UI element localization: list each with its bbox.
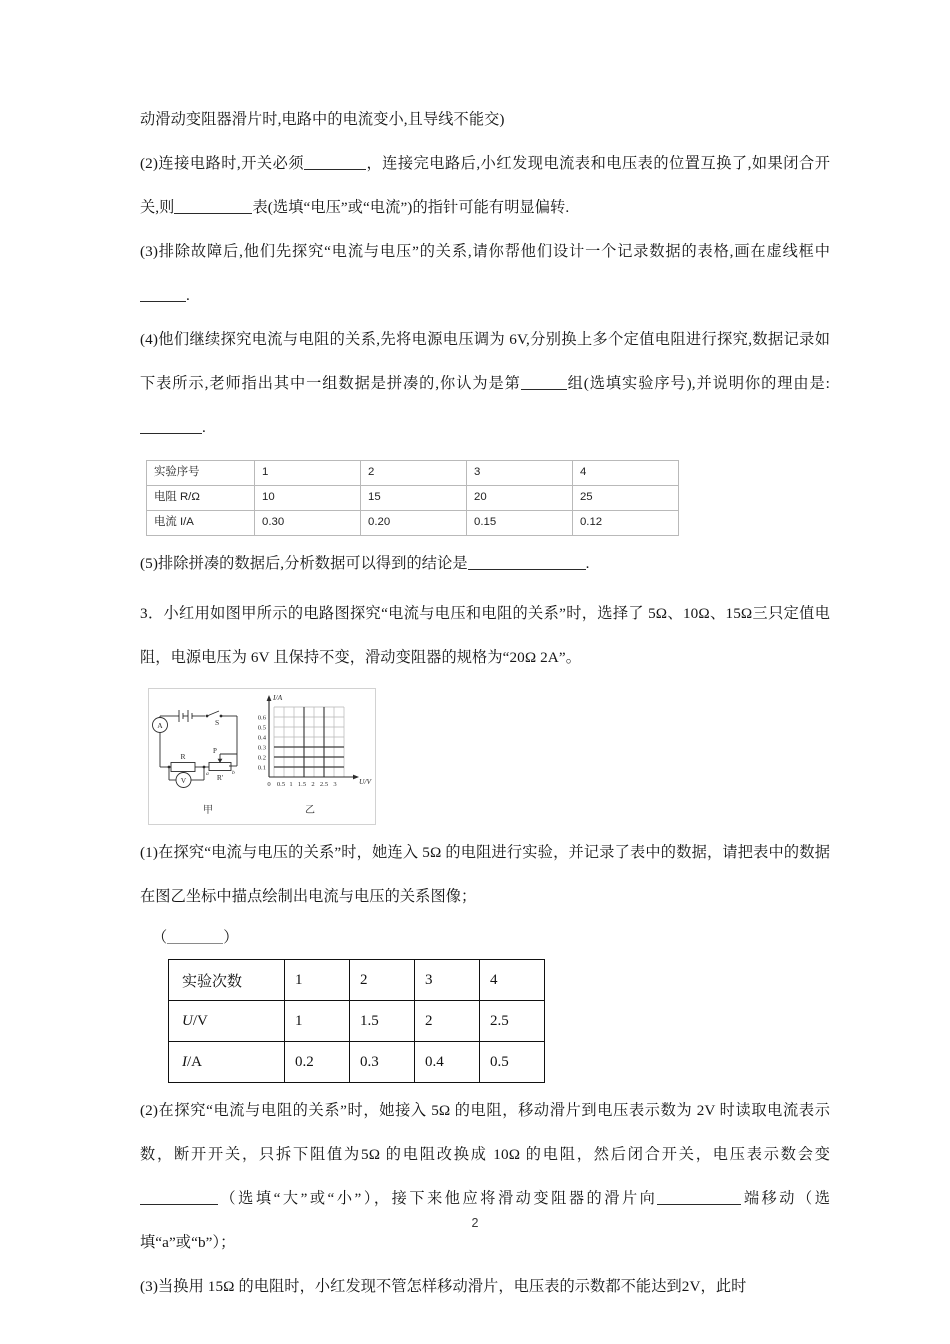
y-axis-arrow bbox=[267, 695, 272, 701]
x-axis-label: U/V bbox=[359, 777, 372, 786]
resistor-label: R bbox=[180, 752, 186, 761]
y-tick: 0.4 bbox=[257, 734, 266, 742]
table-cell: 20 bbox=[466, 486, 572, 511]
q2-item4-text-b: 组(选填实验序号),并说明你的理由是: bbox=[566, 375, 830, 392]
q2-item2-text-a: (2)连接电路时,开关必须 bbox=[140, 155, 305, 172]
page-content bbox=[140, 98, 830, 1309]
table-cell: 1.5 bbox=[350, 1001, 415, 1042]
question2-item2 bbox=[140, 142, 830, 230]
table-row bbox=[169, 960, 545, 1001]
blank-field[interactable] bbox=[174, 213, 252, 214]
graph-grid bbox=[267, 695, 359, 779]
figure-svg bbox=[149, 689, 375, 824]
q2-item3-text-a: (3)排除故障后,他们先探究“电流与电压”的关系,请你帮他们设计一个记录数据的表格,画在虚线框中 bbox=[140, 243, 830, 260]
q2-item4-text-c: . bbox=[202, 419, 206, 436]
table-cell: 2 bbox=[350, 960, 415, 1001]
question3-number: 3． bbox=[140, 605, 164, 622]
voltmeter-label: V bbox=[180, 776, 187, 785]
question3-paren-blank bbox=[152, 921, 830, 955]
page-number: 2 bbox=[471, 1216, 479, 1230]
table-cell: 25 bbox=[572, 486, 678, 511]
table-cell: 0.15 bbox=[466, 511, 572, 536]
paren-close: ） bbox=[223, 929, 239, 946]
q3-item3-text: (3)当换用 15Ω 的电阻时，小红发现不管怎样移动滑片，电压表的示数都不能达到2V，此时 bbox=[140, 1278, 747, 1295]
table-cell: 0.3 bbox=[350, 1042, 415, 1083]
table-row bbox=[169, 1001, 545, 1042]
x-tick: 2 bbox=[311, 781, 315, 788]
x-tick: 2.5 bbox=[319, 781, 329, 788]
table-cell: 1 bbox=[255, 461, 361, 486]
table-cell: 2.5 bbox=[480, 1001, 545, 1042]
q3-item2-text-c: 端移动（选填“a”或“b”）； bbox=[140, 1190, 830, 1251]
row-label: 实验次数 bbox=[169, 960, 285, 1001]
x-tick: 3 bbox=[333, 781, 337, 788]
table-cell: 4 bbox=[480, 960, 545, 1001]
paren-open: （ bbox=[152, 929, 168, 946]
q3-item1-text: (1)在探究“电流与电压的关系”时，她连入 5Ω 的电阻进行实验，并记录了表中的数据，请把表中的数据在图乙坐标中描点绘制出电流与电压的关系图像； bbox=[140, 844, 830, 905]
table-cell: 0.5 bbox=[480, 1042, 545, 1083]
row-label-unit: /V bbox=[192, 1012, 208, 1029]
question2-data-table-wrapper bbox=[146, 460, 830, 536]
slider-label: P bbox=[213, 747, 217, 755]
row-label-unit: /A bbox=[187, 1053, 202, 1070]
table-cell: 0.4 bbox=[415, 1042, 480, 1083]
blank-field[interactable] bbox=[140, 433, 202, 434]
q2-item5-text-b: . bbox=[585, 555, 590, 572]
table-row bbox=[147, 511, 679, 536]
table-row bbox=[147, 461, 679, 486]
table-cell: 3 bbox=[415, 960, 480, 1001]
q2-item4-text-a: (4)他们继续探究电流与电阻的关系,先将电源电压调为 6V,分别换上多个定值电阻进行探究,数据记录如下表所示,老师指出其中一组数据是拼凑的,你认为是第 bbox=[140, 331, 830, 392]
figure-caption-right: 乙 bbox=[305, 805, 315, 816]
switch-label: S bbox=[215, 718, 220, 727]
blank-field[interactable] bbox=[140, 1204, 218, 1205]
q3-item2-text-b: （选填“大”或“小”），接下来他应将滑动变阻器的滑片向 bbox=[218, 1190, 658, 1207]
table-cell: 1 bbox=[285, 1001, 350, 1042]
blank-field[interactable] bbox=[657, 1204, 741, 1205]
terminal-b-label: b bbox=[232, 770, 235, 776]
q2-item5-text-a: (5)排除拼凑的数据后,分析数据可以得到的结论是 bbox=[140, 555, 468, 572]
x-tick: 0 bbox=[267, 781, 271, 788]
x-tick: 1.5 bbox=[297, 781, 307, 788]
question3-item2 bbox=[140, 1089, 830, 1265]
y-tick: 0.6 bbox=[257, 714, 266, 722]
x-tick: 1 bbox=[289, 781, 293, 788]
question3-item3 bbox=[140, 1265, 830, 1309]
table-cell: 0.30 bbox=[255, 511, 361, 536]
row-label bbox=[169, 1001, 285, 1042]
table-cell: 0.2 bbox=[285, 1042, 350, 1083]
blank-field[interactable] bbox=[468, 569, 586, 570]
y-tick: 0.1 bbox=[257, 764, 266, 772]
row-label-symbol: I bbox=[182, 1053, 187, 1070]
rheostat-label: R' bbox=[216, 773, 224, 782]
question2-item3 bbox=[140, 230, 830, 318]
table-cell: 0.20 bbox=[361, 511, 467, 536]
figure-circuit-and-graph bbox=[148, 688, 376, 825]
y-tick: 0.3 bbox=[257, 744, 266, 752]
table-cell: 15 bbox=[361, 486, 467, 511]
terminal-a-label: a bbox=[206, 771, 209, 777]
q3-item2-text-a: (2)在探究“电流与电阻的关系”时，她接入 5Ω 的电阻，移动滑片到电压表示数为 2V 时读取电流表示数，断开开关，只拆下阻值为5Ω 的电阻改换成 10Ω 的电阻，然后闭合开关，电压表示数会变 bbox=[140, 1102, 830, 1163]
table-cell: 4 bbox=[572, 461, 678, 486]
question2-continuation: 动滑动变阻器滑片时,电路中的电流变小,且导线不能交) bbox=[140, 111, 505, 128]
row-label bbox=[169, 1042, 285, 1083]
question2-item5 bbox=[140, 542, 830, 586]
row-label: 电阻 R/Ω bbox=[147, 486, 255, 511]
y-axis-label: I/A bbox=[273, 693, 283, 702]
question2-item4 bbox=[140, 318, 830, 450]
row-label: 电流 I/A bbox=[147, 511, 255, 536]
blank-field[interactable] bbox=[304, 169, 366, 170]
table-cell: 1 bbox=[285, 960, 350, 1001]
table-cell: 3 bbox=[466, 461, 572, 486]
question3-stem-text: 小红用如图甲所示的电路图探究“电流与电压和电阻的关系”时，选择了 5Ω、10Ω、15Ω三只定值电阻，电源电压为 6V 且保持不变，滑动变阻器的规格为“20Ω 2A”。 bbox=[140, 605, 830, 666]
table-cell: 2 bbox=[415, 1001, 480, 1042]
row-label-symbol: U bbox=[182, 1012, 193, 1029]
table-row bbox=[169, 1042, 545, 1083]
question3-stem bbox=[140, 592, 830, 680]
blank-field[interactable] bbox=[140, 301, 186, 302]
question3-data-table bbox=[168, 959, 545, 1083]
q2-item2-text-b: ，连接完电路后,小红发现电流表和电压表的位置互换了,如果闭合开关,则 bbox=[140, 155, 830, 216]
figure-caption-left: 甲 bbox=[203, 805, 213, 816]
question3-data-table-wrapper bbox=[168, 959, 830, 1083]
circuit-diagram bbox=[153, 710, 238, 788]
ammeter-label: A bbox=[157, 721, 163, 730]
table-row bbox=[147, 486, 679, 511]
table-cell: 10 bbox=[255, 486, 361, 511]
q2-item3-text-b: . bbox=[186, 287, 190, 304]
q2-item2-text-c: 表(选填“电压”或“电流”)的指针可能有明显偏转. bbox=[252, 199, 570, 216]
row-label: 实验序号 bbox=[147, 461, 255, 486]
table-cell: 0.12 bbox=[572, 511, 678, 536]
table-cell: 2 bbox=[361, 461, 467, 486]
y-tick: 0.2 bbox=[257, 754, 266, 762]
question2-data-table bbox=[146, 460, 679, 536]
y-tick: 0.5 bbox=[257, 724, 266, 732]
blank-field[interactable] bbox=[167, 943, 223, 944]
blank-field[interactable] bbox=[521, 389, 567, 390]
x-tick: 0.5 bbox=[276, 781, 286, 788]
question3-item1 bbox=[140, 831, 830, 919]
